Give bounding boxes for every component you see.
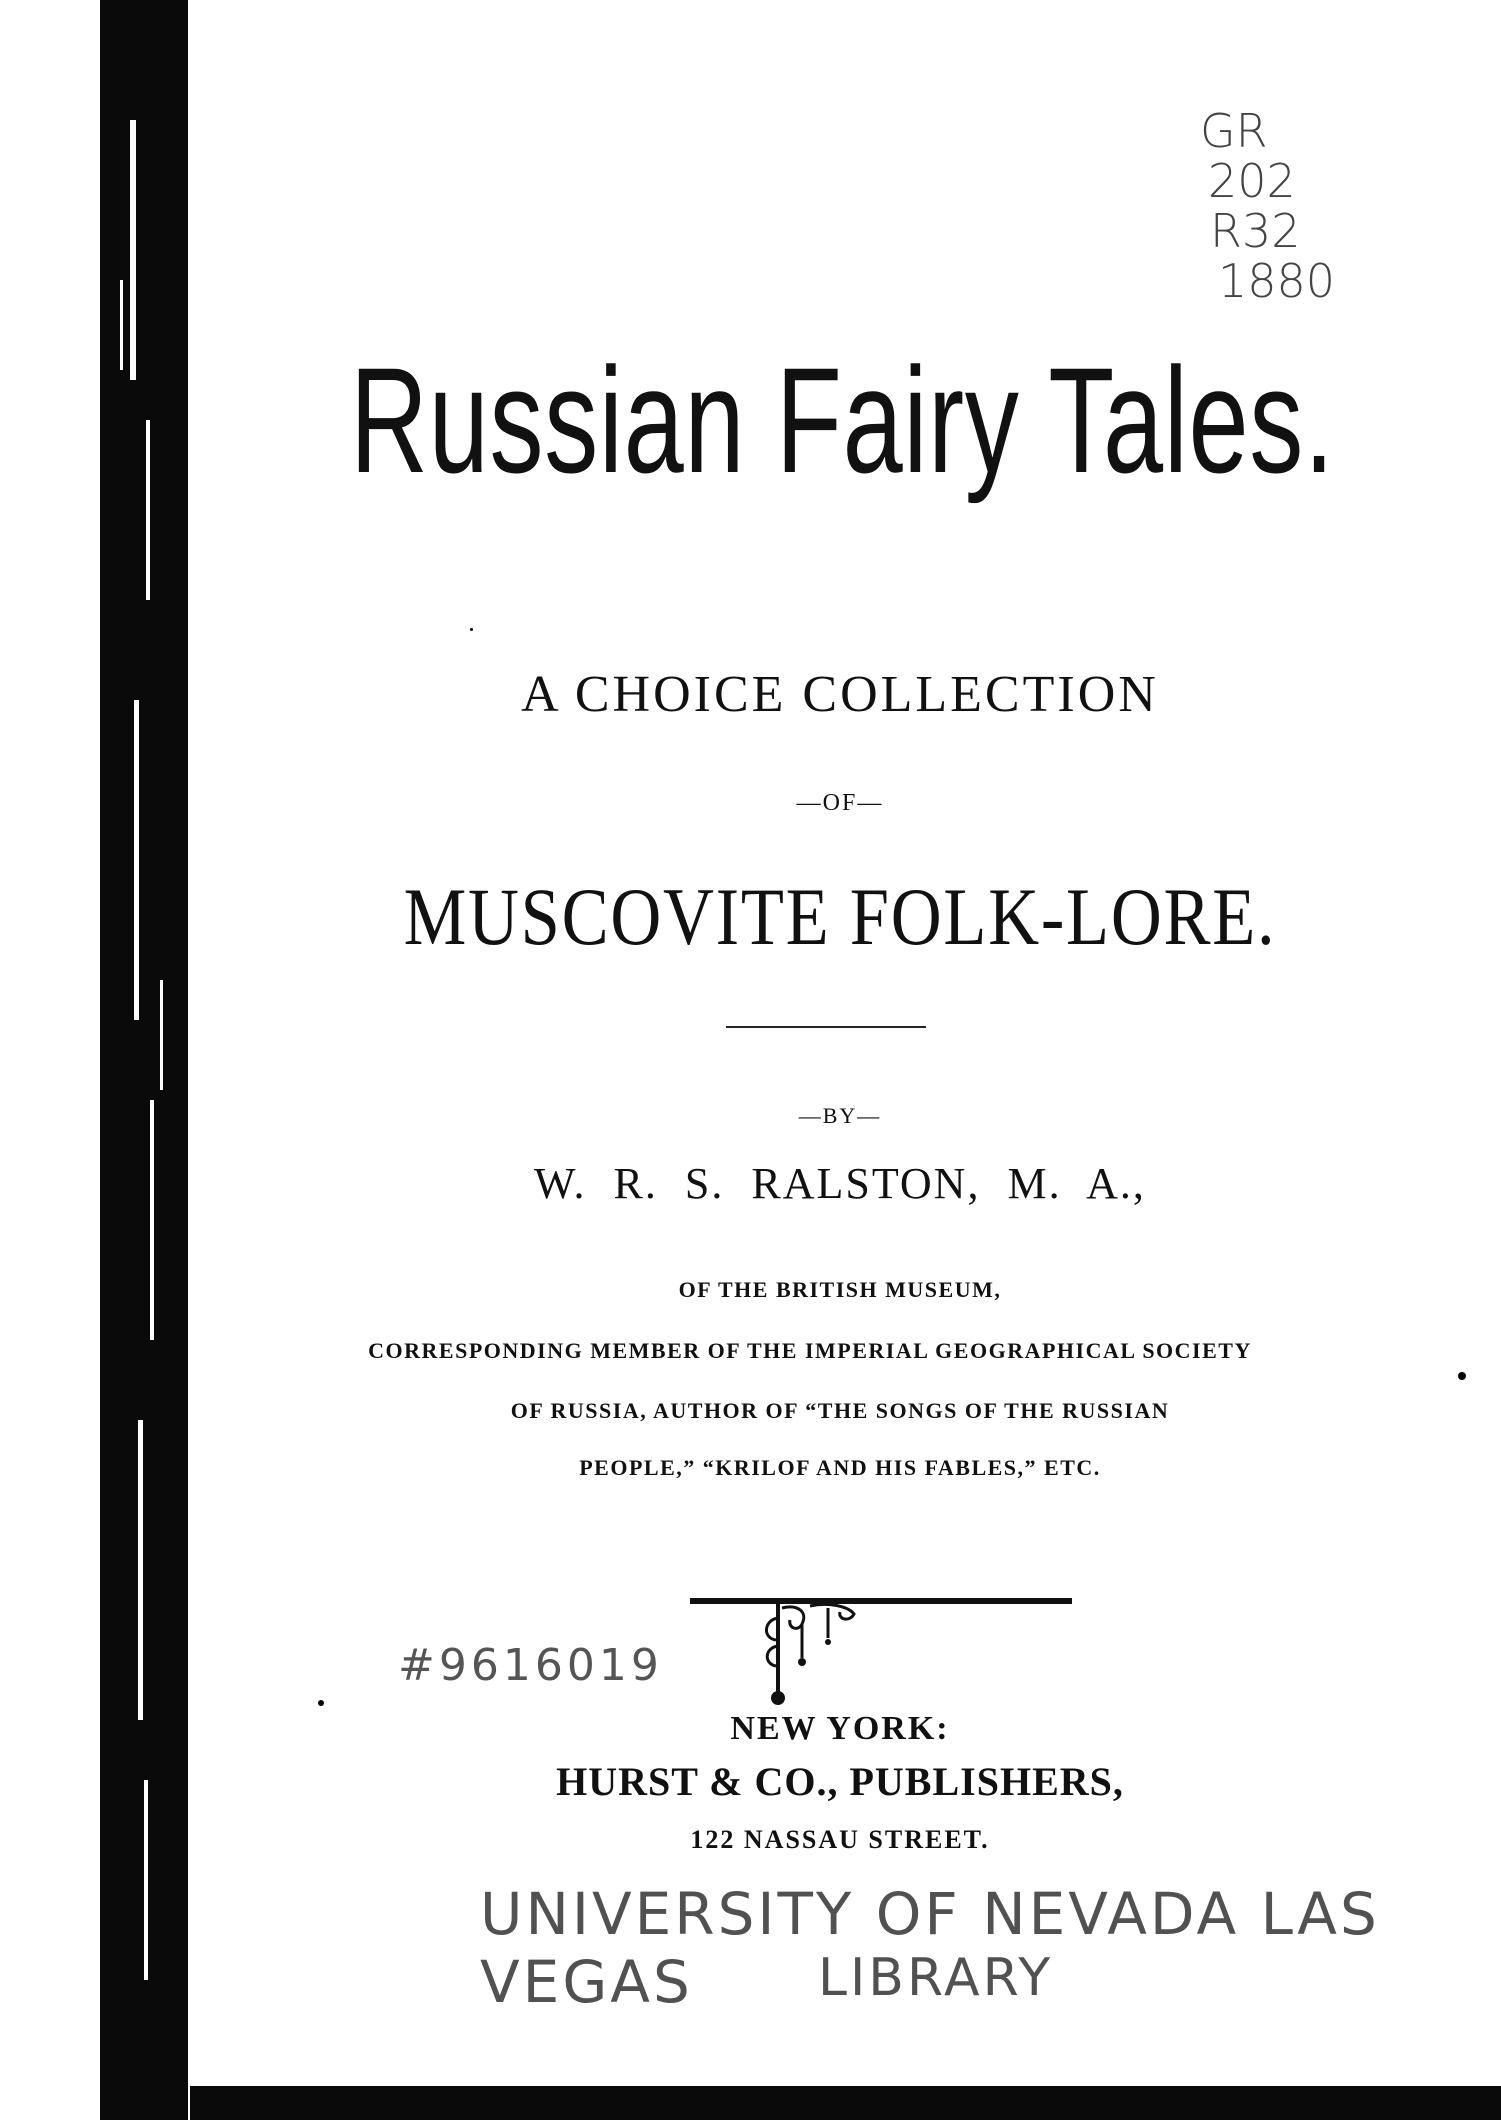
- spine-highlight: [160, 980, 163, 1090]
- spine-highlight: [120, 280, 123, 370]
- paper-speck: [1458, 1372, 1466, 1380]
- library-stamp-line: UNIVERSITY OF NEVADA LAS VEGAS: [480, 1880, 1380, 2016]
- by-separator: —BY—: [798, 1103, 882, 1128]
- page-bottom-shadow: [190, 2086, 1501, 2120]
- ornamental-rule: [690, 1598, 1072, 1604]
- call-number-line: 1880: [1218, 254, 1336, 308]
- spine-highlight: [134, 700, 139, 1020]
- handwritten-call-number: [1178, 106, 1358, 306]
- subtitle: A CHOICE COLLECTION: [521, 666, 1159, 723]
- call-number-line: GR: [1200, 104, 1268, 158]
- book-title: Russian Fairy Tales.: [350, 336, 1335, 504]
- call-number-line: R32: [1210, 204, 1301, 258]
- author-name: W. R. S. RALSTON, M. A.,: [534, 1159, 1146, 1208]
- imprint-address: 122 NASSAU STREET.: [690, 1825, 990, 1854]
- printers-ornament-icon: [758, 1598, 868, 1708]
- spine-highlight: [144, 1780, 148, 1980]
- spine-highlight: [146, 420, 150, 600]
- author-credential-line: OF RUSSIA, AUTHOR OF “THE SONGS OF THE RUSSIAN: [510, 1398, 1170, 1423]
- author-credential-line: PEOPLE,” “KRILOF AND HIS FABLES,” ETC.: [579, 1455, 1101, 1480]
- spine-highlight: [130, 120, 136, 380]
- paper-speck: [318, 1700, 324, 1706]
- book-spine-binding: [100, 0, 188, 2120]
- imprint-place: NEW YORK:: [730, 1710, 950, 1747]
- imprint-publisher: HURST & CO., PUBLISHERS,: [556, 1759, 1124, 1804]
- author-credential-line: CORRESPONDING MEMBER OF THE IMPERIAL GEOGRAPHICAL SOCIETY: [368, 1338, 1252, 1363]
- subject-heading: MUSCOVITE FOLK-LORE.: [403, 871, 1277, 962]
- divider-rule: [726, 1026, 926, 1028]
- spine-highlight: [150, 1100, 154, 1340]
- handwritten-accession-number: #9616019: [398, 1640, 663, 1691]
- call-number-line: 202: [1208, 154, 1296, 208]
- spine-highlight: [138, 1420, 143, 1720]
- paper-speck: [470, 628, 473, 631]
- of-separator: —OF—: [796, 790, 884, 816]
- author-credential-line: OF THE BRITISH MUSEUM,: [678, 1277, 1002, 1302]
- library-stamp-line: LIBRARY: [818, 1948, 1054, 2008]
